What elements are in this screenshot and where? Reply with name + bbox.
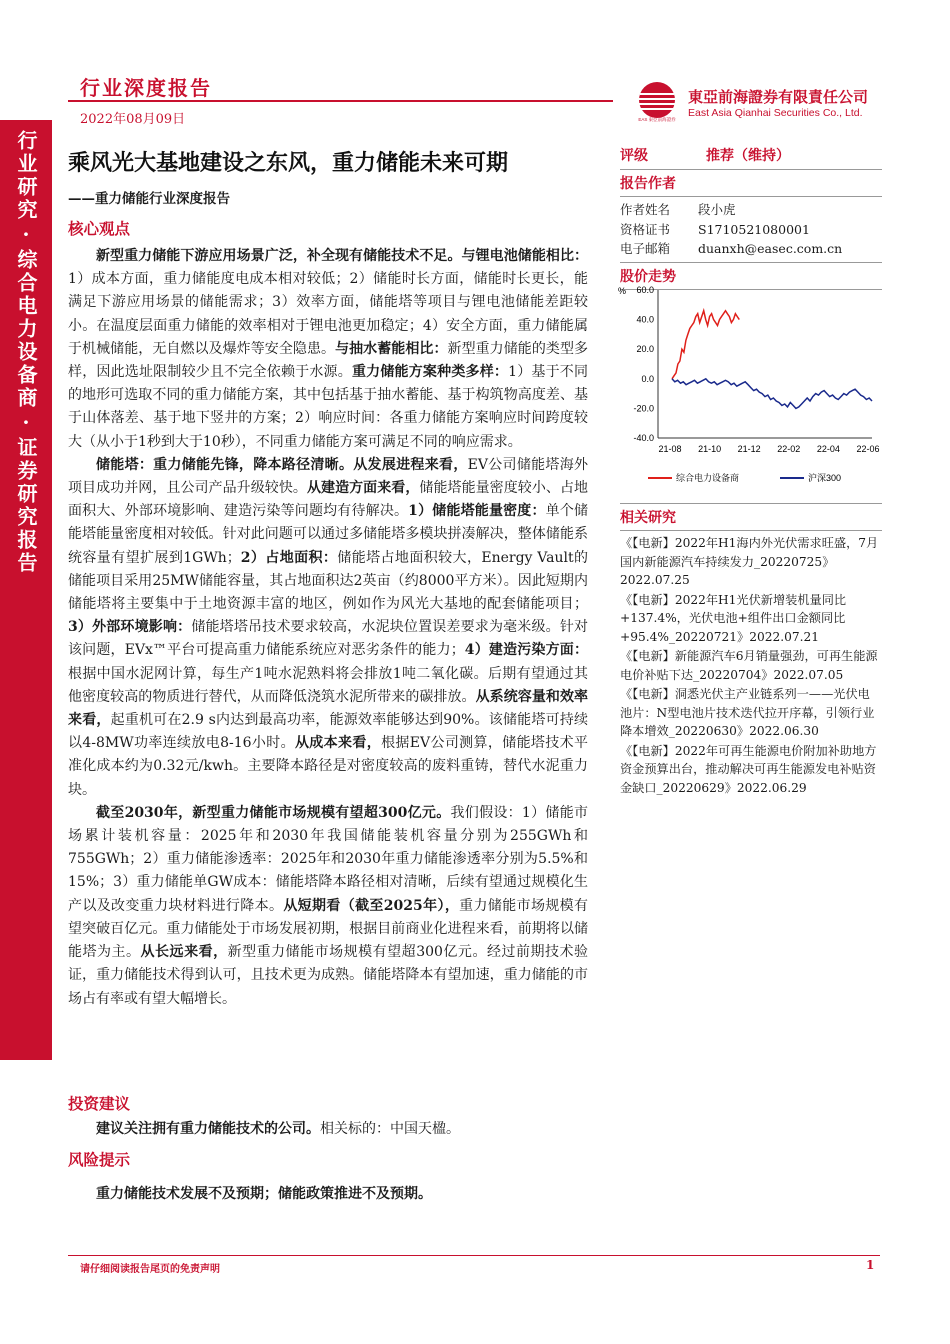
x-tick-label: 22-06 xyxy=(856,444,880,454)
y-tick-label: -20.0 xyxy=(633,403,654,414)
related-item[interactable]: 《【电新】洞悉光伏主产业链系列一——光伏电池片：N型电池片技术迭代拉开序幕，引领行业降本增效_20220630》2022.06.30 xyxy=(620,687,875,738)
author-heading: 报告作者 xyxy=(620,176,676,192)
paragraph-3: 截至2030年，新型重力储能市场规模有望超300亿元。我们假设：1）储能市场累计装机容量：2025年和2030年我国储能装机容量分别为255GWh和755GWh；2）重力储能渗透率：2025年和2030年重力储能渗透率分别为5.5%和15%；3）重力储能单GW成本：储能塔降本路径相对清晰，后续有望通过规模化生产以及改变重力块材料进行降本。从短期看（截至2025年），重力储能市场规模有望突破百亿元。重力储能处于市场发展初期，根据目前商业化进程来看，前期将以储能塔为主。从长远来看，新型重力储能市场规模有望超300亿元。经过前期技术验证，重力储能技术得到认可，且技术更为成熟。储能塔降本有望加速，重力储能的市场占有率或有望大幅增长。 xyxy=(68,804,589,1007)
y-tick-label: 40.0 xyxy=(636,314,654,325)
header-divider xyxy=(68,100,613,102)
x-tick-label: 21-12 xyxy=(737,444,761,454)
y-tick-label: 20.0 xyxy=(636,344,654,355)
related-section xyxy=(620,500,882,798)
company-name-cn: 東亞前海證券有限責任公司 xyxy=(688,88,869,106)
y-tick-label: -40.0 xyxy=(633,433,654,443)
rating-label: 评级 xyxy=(620,148,648,164)
related-item[interactable]: 《【电新】2022年H1海内外光伏需求旺盛，7月国内新能源汽车持续发力_20220725》2022.07.25 xyxy=(620,536,879,587)
related-item[interactable]: 《【电新】2022年H1光伏新增装机量同比+137.4%，光伏电池+组件出口金额同比+95.4%_20220721》2022.07.21 xyxy=(620,592,847,644)
footer-divider xyxy=(68,1255,880,1256)
rating-value: 推荐（维持） xyxy=(706,148,790,164)
risk-heading: 风险提示 xyxy=(68,1150,131,1169)
series-line-csi300 xyxy=(672,379,872,409)
logo-caption: EAS 東亞前海證券 xyxy=(638,117,676,122)
y-axis-label: % xyxy=(618,286,627,296)
price-heading: 股价走势 xyxy=(620,268,676,285)
price-chart xyxy=(614,282,882,492)
legend-label: 综合电力设备商 xyxy=(676,473,740,483)
author-row: 电子邮箱 duanxh@easec.com.cn xyxy=(620,241,843,256)
related-item[interactable]: 《【电新】2022年可再生能源电价附加补助地方资金预算出台，推动解决可再生能源发电补贴资金缺口_20220629》2022.06.29 xyxy=(620,743,877,795)
report-type: 行业深度报告 xyxy=(80,76,212,100)
y-tick-label: 60.0 xyxy=(636,285,654,295)
x-tick-label: 22-02 xyxy=(777,444,801,454)
related-heading: 相关研究 xyxy=(620,510,676,526)
core-view-heading: 核心观点 xyxy=(68,219,131,238)
author-row: 资格证书 S1710521080001 xyxy=(620,221,810,237)
author-section xyxy=(620,166,882,293)
legend-label: 沪深300 xyxy=(808,473,842,483)
x-tick-label: 22-04 xyxy=(816,444,840,454)
core-view-body xyxy=(68,245,588,1011)
footer-disclaimer: 请仔细阅读报告尾页的免责声明 xyxy=(80,1264,220,1275)
paragraph-2: 储能塔：重力储能先锋，降本路径清晰。从发展进程来看，EV公司储能塔海外项目成功并网，且公司产品升级较快。从建造方面来看，储能塔能量密度较小、占地面积大、外部环境影响、建造污染等问题均有待解决。1）储能塔能量密度：单个储能塔能量密度相对较低。针对此问题可以通过多储能塔多模块拼凑解决，整体储能系统容量有望扩展到1GWh；2）占地面积：储能塔占地面积较大，Energy Vault的储能项目采用25MW储能容量，其占地面积达2英亩（约8000平方米）。因此短期内储能塔将主要集中于土地资源丰富的地区，例如作为风光大基地的配套储能项目；3）外部环境影响：储能塔塔吊技术要求较高，水泥块位置误差要求为毫米级。针对该问题，EVx™平台可提高重力储能系统应对恶劣条件的能力；4）建造污染方面：根据中国水泥网计算，每生产1吨水泥熟料将会排放1吨二氧化碳。后期有望通过其他密度较高的物质进行替代，从而降低浇筑水泥所带来的碳排放。从系统容量和效率来看，起重机可在2.9 s内达到最高功率，能源效率能够达到90%。该储能塔可持续以4-8MW功率连续放电8-16小时。从成本来看，根据EV公司测算，储能塔技术平准化成本约为0.32元/kwh。主要降本路径是对密度较高的废料重铸，替代水泥重力块。 xyxy=(68,456,589,798)
company-name-en: East Asia Qianhai Securities Co., Ltd. xyxy=(688,107,863,119)
related-item[interactable]: 《【电新】新能源汽车6月销量强劲，可再生能源电价补贴下达_20220704》2022.07.05 xyxy=(620,649,878,682)
paragraph-1: 新型重力储能下游应用场景广泛，补全现有储能技术不足。与锂电池储能相比：1）成本方面，重力储能度电成本相对较低；2）储能时长方面，储能时长更长，能满足下游应用场景的储能需求；3）效率方面，储能塔等项目与锂电池储能差距较小。在温度层面重力储能的效率相对于锂电池更加稳定；4）安全方面，重力储能属于机械储能，无自燃以及爆炸等安全隐患。与抽水蓄能相比：新型重力储能的类型多样，因此选址限制较少且不完全依赖于水源。重力储能方案种类多样：1）基于不同的地形可选取不同的重力储能方案，其中包括基于抽水蓄能、基于构筑物高度差、基于山体落差、基于地下竖井的方案；2）响应时间：各重力储能方案响应时间跨度较大（从小于1秒到大于10秒），不同重力储能方案可满足不同的响应需求。 xyxy=(68,248,589,450)
page-title: 乘风光大基地建设之东风，重力储能未来可期 xyxy=(68,150,509,176)
company-logo-icon xyxy=(636,80,678,122)
invest-body: 建议关注拥有重力储能技术的公司。相关标的：中国天楹。 xyxy=(96,1121,460,1137)
risk-body: 重力储能技术发展不及预期；储能政策推进不及预期。 xyxy=(96,1186,432,1202)
y-tick-label: 0.0 xyxy=(641,373,654,384)
sidebar-banner: 行业研究·综合电力设备商·证券研究报告 xyxy=(0,120,52,1060)
author-row: 作者姓名 段小虎 xyxy=(620,202,736,217)
page-number: 1 xyxy=(866,1258,875,1272)
page-subtitle: ——重力储能行业深度报告 xyxy=(68,191,230,207)
invest-heading: 投资建议 xyxy=(68,1094,131,1113)
x-tick-label: 21-08 xyxy=(658,444,682,454)
report-date: 2022年08月09日 xyxy=(80,112,186,127)
x-tick-label: 21-10 xyxy=(698,444,722,454)
series-line-sector xyxy=(672,311,739,379)
